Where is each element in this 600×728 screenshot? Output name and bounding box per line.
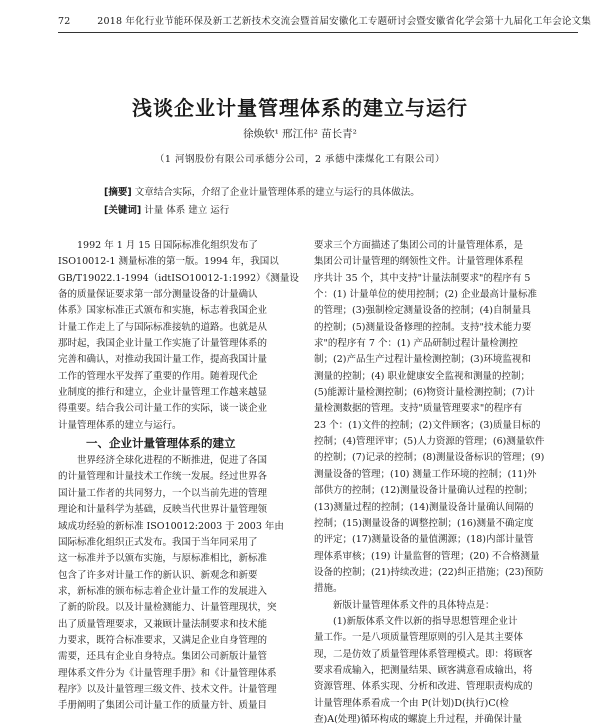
paragraph-line: 个：(1) 计量单位的使用控制；(2) 企业最高计量标准 (314, 289, 537, 301)
paragraph-line: 国计量工作者的共同努力，一个以当前先进的管理 (58, 487, 268, 499)
paragraph-line: 那时起，我国企业计量工作实施了计量管理体系的 (58, 338, 268, 350)
paragraph-line: 得重要。结合我公司计量工作的实际，谈一谈企业 (58, 403, 268, 415)
paragraph-line: (5)能源计量检测控制；(6)物资计量检测控制；(7)计 (314, 387, 535, 399)
paragraph-line: 测量设备的管理；(10) 测量工作环境的控制；(11)外 (314, 468, 537, 480)
paragraph-line: 域成功经验的新标准 ISO10012:2003 于 2003 年由 (58, 520, 284, 532)
paragraph-line: 求"的程序有 7 个：(1) 产品研制过程计量检测控 (314, 338, 518, 350)
paragraph-line: 理体系审核；(19) 计量监督的管理；(20) 不合格测量 (314, 550, 540, 562)
section-heading: 一、企业计量管理体系的建立 (86, 436, 236, 451)
paragraph-line: 手册阐明了集团公司计量工作的质量方针、质量目 (58, 700, 268, 712)
page-number: 72 (58, 16, 71, 27)
article-affiliation: （1 河钢股份有限公司承德分公司，2 承德中滦煤化工有限公司） (154, 154, 446, 165)
paragraph-line: 计量管理体系的建立与运行。 (58, 419, 182, 431)
paragraph-line: 查)A(处理)循环构成的螺旋上升过程，并确保计量 (314, 713, 522, 725)
abstract-text: 文章结合实际，介绍了企业计量管理体系的建立与运行的具体做法。 (134, 187, 420, 198)
paragraph-line: 资源管理、体系实现、分析和改进、管理职责构成的 (314, 681, 533, 693)
paragraph-line: 世界经济全球化进程的不断推进，促进了各国 (77, 455, 268, 467)
paragraph-line: 理论和计量科学为基础，反映当代世界计量管理领 (58, 504, 268, 516)
paragraph-line: 量检测数据的管理。支持"质量管理要求"的程序有 (314, 403, 523, 415)
paragraph-line: GB/T19022.1-1994（idtISO10012-1:1992）《测量设 (58, 272, 299, 284)
running-head-text: 2018 年化行业节能环保及新工艺新技术交流会暨首届安徽化工专题研讨会暨安徽省化学会第十九届化工年会论文集 (97, 16, 592, 27)
paragraph-line: 1992 年 1 月 15 日国际标准化组织发布了 (77, 240, 258, 251)
header-rule (58, 32, 578, 33)
keywords-label: [关键词] (104, 205, 142, 216)
paragraph-line: 措施。 (314, 583, 343, 595)
paragraph-line: 求，新标准的颁布标志着企业计量工作的发展进入 (58, 585, 268, 597)
paragraph-line: 完善和确认，对推动我国计量工作，提高我国计量 (58, 354, 268, 366)
paragraph-line: 量工作。一是八项质量管理原则的引入是其主要体 (314, 632, 524, 644)
paragraph-line: ISO10012-1 测量标准的第一版。1994 年，我国以 (58, 256, 279, 268)
paragraph-line: 的计量管理和计量技术工作统一发展。经过世界各 (58, 471, 268, 483)
paragraph-line: 的管理；(3)强制检定测量设备的控制；(4)自制量具 (314, 305, 531, 317)
paragraph-line: 包含了许多对计量工作的新认识、新观念和新要 (58, 569, 258, 581)
paragraph-line: 备的质量保证要求第一部分测量设备的计量确认 (58, 289, 258, 301)
paragraph-line: 序共计 35 个，其中支持"计量法制要求"的程序有 5 (314, 272, 531, 284)
paragraph-line: 体系》国家标准正式颁布和实施，标志着我国企业 (58, 305, 268, 317)
paragraph-line: 的评定；(17)测量设备的量值溯源；(18)内部计量管 (314, 534, 534, 546)
paragraph-line: 计量工作走上了与国际标准接轨的道路。也就是从 (58, 321, 268, 333)
paragraph-line: 出了质量管理要求，又兼顾计量法制要求和技术能 (58, 618, 268, 630)
running-head (58, 13, 592, 31)
paragraph-line: 这一标准并予以颁布实施，与原标准相比，新标准 (58, 553, 268, 565)
paragraph-line: 现，二是仿效了质量管理体系管理模式。即：将顾客 (314, 648, 533, 660)
paragraph-line: 设备的控制；(21)持续改进；(22)纠正措施；(23)预防 (314, 566, 544, 578)
article-authors: 徐焕软¹ 邢江伟² 苗长青² (243, 128, 357, 140)
paragraph-line: 控制；(4)管理评审；(5)人力资源的管理；(6)测量软件 (314, 436, 545, 448)
paragraph-line: (1)新版体系文件以新的指导思想管理企业计 (333, 615, 518, 627)
paragraph-line: 测量的控制；(4) 职业健康安全监视和测量的控制； (314, 370, 530, 382)
paragraph-line: 力要求，既符合标准要求，又满足企业自身管理的 (58, 634, 268, 646)
paragraph-line: 新版计量管理体系文件的具体特点是： (333, 599, 495, 611)
abstract-label: [摘要] (104, 187, 132, 198)
paragraph-line: 工作的管理水平发挥了重要的作用。随着现代企 (58, 370, 258, 382)
paragraph-line: 部供方的控制；(12)测量设备计量确认过程的控制； (314, 485, 534, 497)
paragraph-line: 的控制；(5)测量设备修理的控制。支持"技术能力要 (314, 321, 532, 333)
paragraph-line: 国际标准化组织正式发布。我国于当年同采用了 (58, 536, 258, 548)
paragraph-line: 控制；(15)测量设备的调整控制；(16)测量不确定度 (314, 517, 534, 529)
keywords-text: 计量 体系 建立 运行 (144, 205, 230, 216)
paragraph-line: 制；(2)产品生产过程计量检测控制；(3)环境监视和 (314, 354, 531, 366)
left-column (58, 238, 324, 712)
paragraph-line: 需要，还具有企业自身特点。集团公司新版计量管 (58, 651, 268, 663)
paragraph-line: 的控制；(7)记录的控制；(8)测量设备标识的管理；(9) (314, 452, 545, 464)
right-column (314, 238, 580, 725)
keywords (104, 202, 544, 216)
paragraph-line: 业制度的推行和建立，企业计量管理工作越来越显 (58, 387, 268, 399)
paragraph-line: 计量管理体系看成一个由 P(计划)D(执行)C(检 (314, 697, 509, 709)
paragraph-line: 了新的阶段。以及计量检测能力、计量管理现状，突 (58, 602, 277, 614)
paragraph-line: 要求三个方面描述了集团公司的计量管理体系，是 (314, 240, 524, 251)
paragraph-line: 23 个：(1)文件的控制；(2)文件顾客；(3)质量目标的 (314, 419, 541, 431)
paragraph-line: 程序》以及计量管理三级文件、技术文件。计量管理 (58, 683, 277, 695)
paragraph-line: 理体系文件分为《计量管理手册》和《计量管理体系 (58, 667, 277, 679)
paragraph-line: (13)测量过程的控制；(14)测量设备计量确认间隔的 (314, 501, 534, 513)
article-title: 浅谈企业计量管理体系的建立与运行 (132, 96, 468, 120)
paragraph-line: 集团公司计量管理的纲领性文件。计量管理体系程 (314, 256, 524, 268)
abstract (104, 184, 544, 198)
paragraph-line: 要求看成输入，把测量结果、顾客满意看成输出，将 (314, 664, 533, 676)
